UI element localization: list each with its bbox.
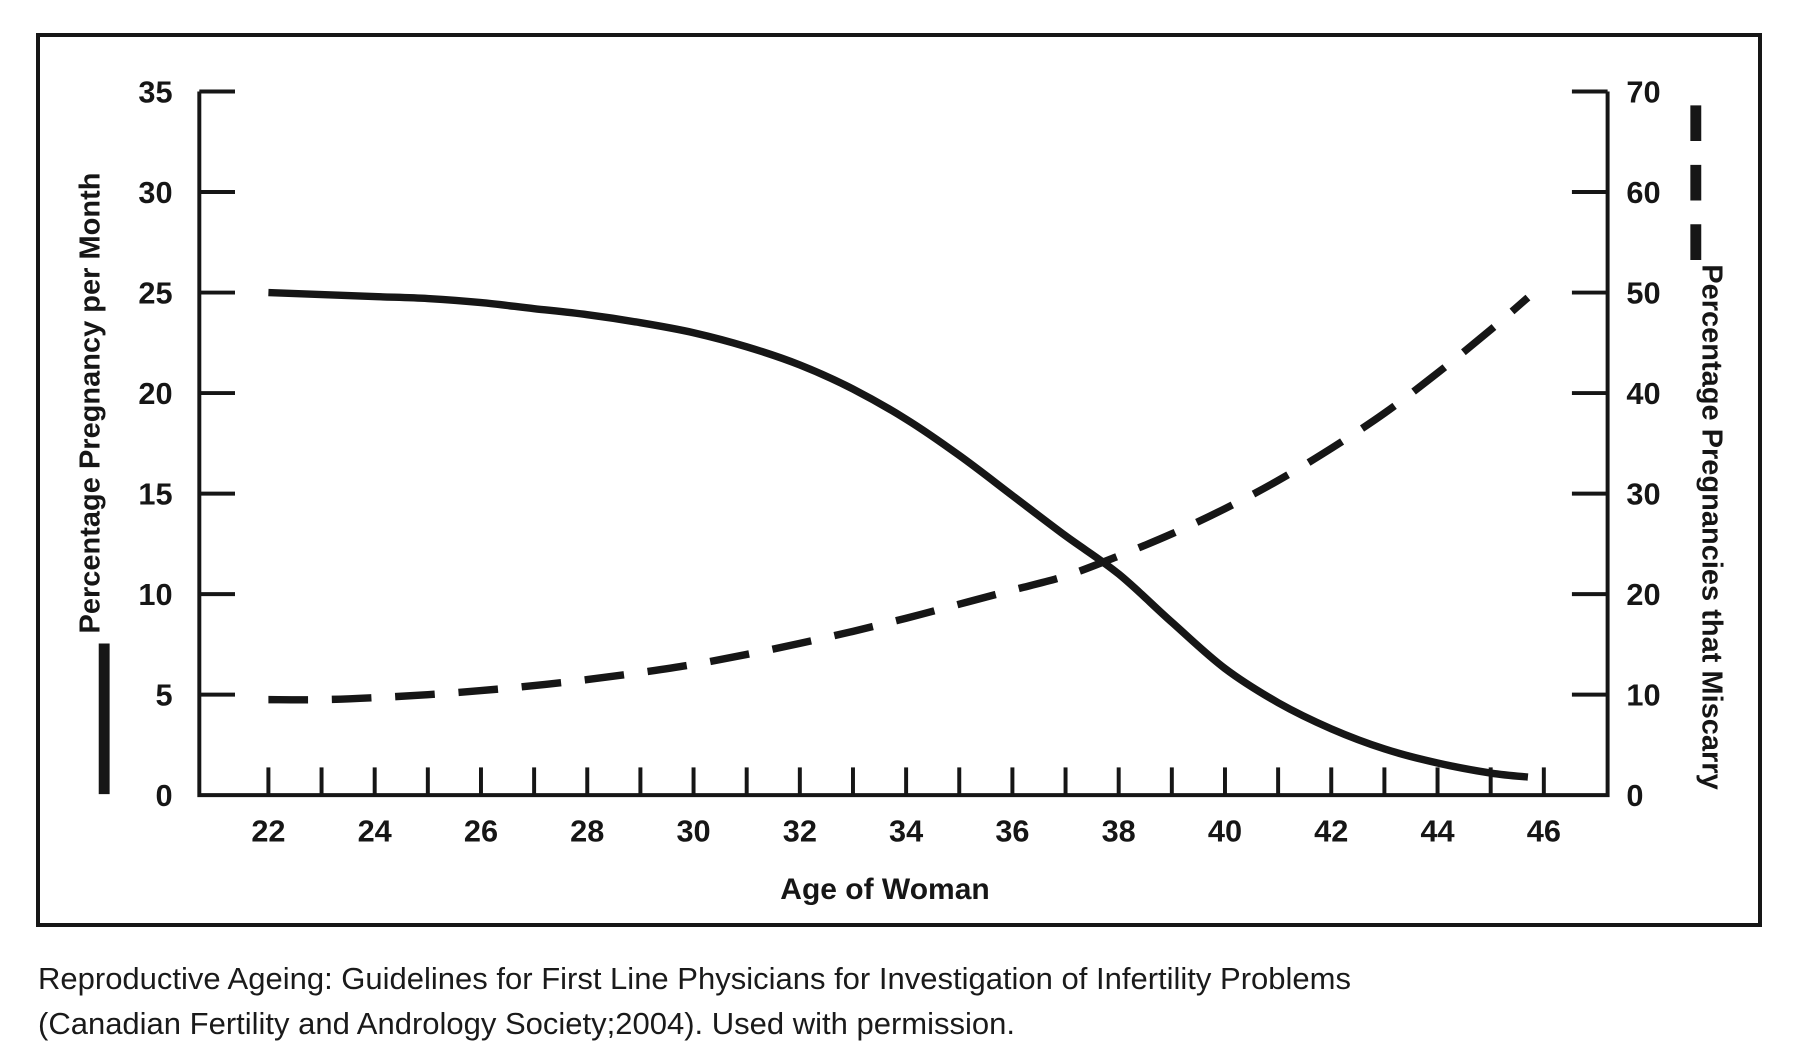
- x-axis-tick-label: 26: [463, 813, 499, 849]
- x-axis-tick-label: 46: [1526, 813, 1561, 849]
- x-axis-tick-label: 34: [889, 813, 924, 849]
- x-axis-tick-label: 36: [995, 813, 1030, 849]
- right-axis-tick-label: 10: [1626, 677, 1661, 713]
- x-axis-tick-label: 42: [1314, 813, 1349, 849]
- axis-frame: [199, 92, 1607, 796]
- right-axis-title: Percentage Pregnancies that Miscarry: [1695, 264, 1728, 790]
- right-axis-tick-label: 30: [1626, 476, 1661, 512]
- left-axis-title: Percentage Pregnancy per Month: [74, 172, 107, 634]
- chart-figure: [36, 33, 1762, 927]
- left-axis-tick-label: 10: [138, 577, 173, 613]
- left-axis-tick-label: 20: [138, 375, 173, 411]
- x-axis-tick-label: 44: [1420, 813, 1455, 849]
- caption-line-1: Reproductive Ageing: Guidelines for First Line Physicians for Investigation of Infertility Problems: [38, 961, 1351, 996]
- right-axis-tick-label: 70: [1626, 74, 1661, 110]
- figure-caption: [38, 956, 1678, 1046]
- left-axis-tick-label: 30: [138, 174, 173, 210]
- x-axis-tick-label: 32: [782, 813, 817, 849]
- caption-line-2: (Canadian Fertility and Andrology Society;2004). Used with permission.: [38, 1006, 1015, 1041]
- x-axis-tick-label: 22: [251, 813, 286, 849]
- left-axis-tick-label: 15: [138, 476, 173, 512]
- x-axis-tick-label: 40: [1207, 813, 1243, 849]
- x-axis-tick-label: 24: [357, 813, 392, 849]
- solid-series-curve: [268, 293, 1528, 777]
- dashed-series-curve: [268, 298, 1528, 700]
- left-axis-tick-label: 25: [138, 275, 173, 311]
- chart-canvas: [40, 37, 1758, 923]
- x-axis-tick-label: 28: [570, 813, 605, 849]
- right-axis-tick-label: 40: [1626, 375, 1661, 411]
- x-axis-tick-label: 30: [676, 813, 711, 849]
- right-axis-tick-label: 0: [1626, 778, 1644, 814]
- left-axis-tick-label: 0: [155, 778, 173, 814]
- right-axis-tick-label: 20: [1626, 577, 1661, 613]
- x-axis-tick-label: 38: [1101, 813, 1136, 849]
- left-axis-tick-label: 35: [138, 74, 173, 110]
- right-axis-tick-label: 60: [1626, 174, 1661, 210]
- right-axis-tick-label: 50: [1626, 275, 1661, 311]
- left-axis-tick-label: 5: [155, 677, 173, 713]
- x-axis-title: Age of Woman: [780, 873, 990, 906]
